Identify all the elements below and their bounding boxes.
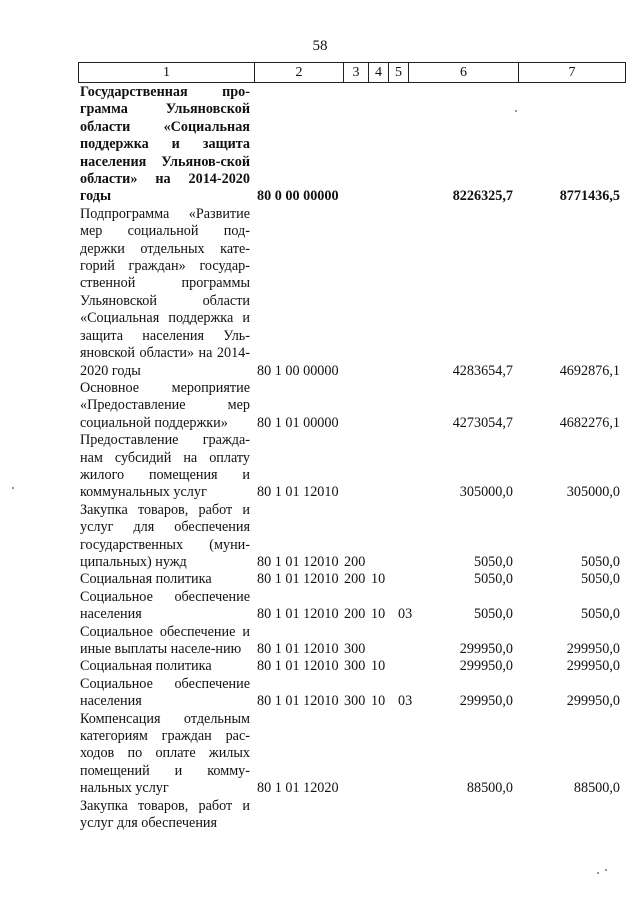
row-value-2020: 299950,0: [566, 658, 620, 675]
row-code: 80 1 01 12010: [257, 484, 339, 501]
row-value-2019: 88500,0: [466, 780, 513, 797]
row-description: Закупка товаров, работ и услуг для обеспечения государственных (муни-ципальных) нужд: [80, 501, 250, 570]
row-code: 80 1 00 00000: [257, 362, 339, 379]
row-expense-type: 200: [344, 606, 366, 623]
row-expense-type: 300: [344, 641, 366, 657]
row-description: Социальное обеспечение населения: [80, 588, 250, 623]
scan-speck: [12, 487, 14, 489]
row-value-2020: 305000,0: [566, 484, 620, 501]
row-section: 10: [371, 606, 386, 623]
row-value-2020: 88500,0: [573, 780, 620, 797]
header-col-6: 6: [409, 63, 519, 82]
row-value-2019: 5050,0: [473, 606, 513, 623]
header-col-7: 7: [568, 65, 576, 80]
row-value-2019: 299950,0: [459, 641, 513, 657]
row-description: Государственная про-граммa Ульяновской области «Социальная поддержка и защита населения Ульянов-ской области» на 2014-2020 годы: [80, 84, 250, 205]
row-expense-type: 200: [344, 553, 366, 570]
row-expense-type: 300: [344, 693, 366, 710]
row-code: 80 1 01 12010: [257, 606, 339, 623]
row-code: 80 1 01 00000: [257, 414, 339, 431]
row-value-2019: 299950,0: [459, 658, 513, 675]
table-header: [78, 62, 626, 83]
row-description: Компенсация отдельным категориям граждан рас-ходов по оплате жилых помещений и комму-нальных услуг: [80, 710, 250, 797]
row-description: Подпрограмма «Развитие мер социальной под-держки отдельных кате-горий граждан» государ-ственной программы Ульяновской области «Социальная поддержка и защита населения Уль-яновской области» на 2014-2020 годы: [80, 205, 250, 379]
row-code: 80 0 00 00000: [257, 188, 339, 205]
row-code: 80 1 01 12010: [257, 571, 339, 588]
row-description: Закупка товаров, работ и услуг для обеспечения: [80, 797, 250, 832]
row-value-2019: 299950,0: [459, 693, 513, 710]
row-subsection: 03: [398, 606, 413, 623]
scan-speck: [597, 872, 599, 874]
row-expense-type: 200: [344, 571, 366, 588]
row-value-2020: 299950,0: [566, 693, 620, 710]
header-col-5: 5: [389, 63, 409, 82]
row-value-2019: 8226325,7: [452, 188, 513, 205]
table-row: [80, 380, 620, 432]
row-description: Социальная политика: [80, 658, 212, 675]
table-row: [80, 589, 620, 624]
row-code: 80 1 01 12010: [257, 553, 339, 570]
header-col-4: 4: [369, 63, 389, 82]
table-row: [80, 206, 620, 380]
table-row: [80, 711, 620, 798]
header-col-3: 3: [344, 63, 369, 82]
row-value-2019: 4273054,7: [452, 414, 513, 431]
table-row: [80, 624, 620, 659]
table-row: [80, 571, 620, 588]
row-section: 10: [371, 658, 386, 675]
table-row: [80, 84, 620, 206]
table-row: [80, 676, 620, 711]
table-body: [80, 84, 620, 832]
page-number: 58: [312, 38, 328, 54]
row-value-2019: 4283654,7: [452, 362, 513, 379]
row-description: Социальная политика: [80, 571, 212, 588]
row-description: Социальное обеспечение населения: [80, 675, 250, 710]
row-code: 80 1 01 12010: [257, 641, 339, 657]
row-value-2020: 8771436,5: [559, 188, 620, 205]
row-section: 10: [371, 693, 386, 710]
scan-speck: [605, 869, 607, 871]
header-col-2: 2: [255, 63, 344, 82]
row-value-2020: 5050,0: [580, 606, 620, 623]
row-section: 10: [371, 571, 386, 588]
row-value-2019: 305000,0: [459, 484, 513, 501]
row-value-2020: 4682276,1: [559, 414, 620, 431]
row-value-2019: 5050,0: [473, 553, 513, 570]
row-code: 80 1 01 12010: [257, 693, 339, 710]
row-value-2020: 299950,0: [566, 641, 620, 657]
row-description: Предоставление гражда-нам субсидий на оплату жилого помещения и коммунальных услуг: [80, 432, 250, 501]
header-col-1: 1: [79, 63, 255, 82]
table-row: [80, 502, 620, 572]
table-row: [80, 798, 620, 833]
table-row: [80, 658, 620, 675]
row-expense-type: 300: [344, 658, 366, 675]
row-value-2020: 5050,0: [580, 571, 620, 588]
row-description: Социальное обеспечение и иные выплаты населе-нию: [80, 623, 250, 657]
row-subsection: 03: [398, 693, 413, 710]
row-value-2019: 5050,0: [473, 571, 513, 588]
row-value-2020: 5050,0: [580, 553, 620, 570]
row-description: Основное мероприятие «Предоставление мер социальной поддержки»: [80, 379, 250, 431]
row-code: 80 1 01 12010: [257, 658, 339, 675]
row-code: 80 1 01 12020: [257, 780, 339, 797]
scan-speck: [515, 110, 517, 112]
table-row: [80, 432, 620, 502]
row-value-2020: 4692876,1: [559, 362, 620, 379]
